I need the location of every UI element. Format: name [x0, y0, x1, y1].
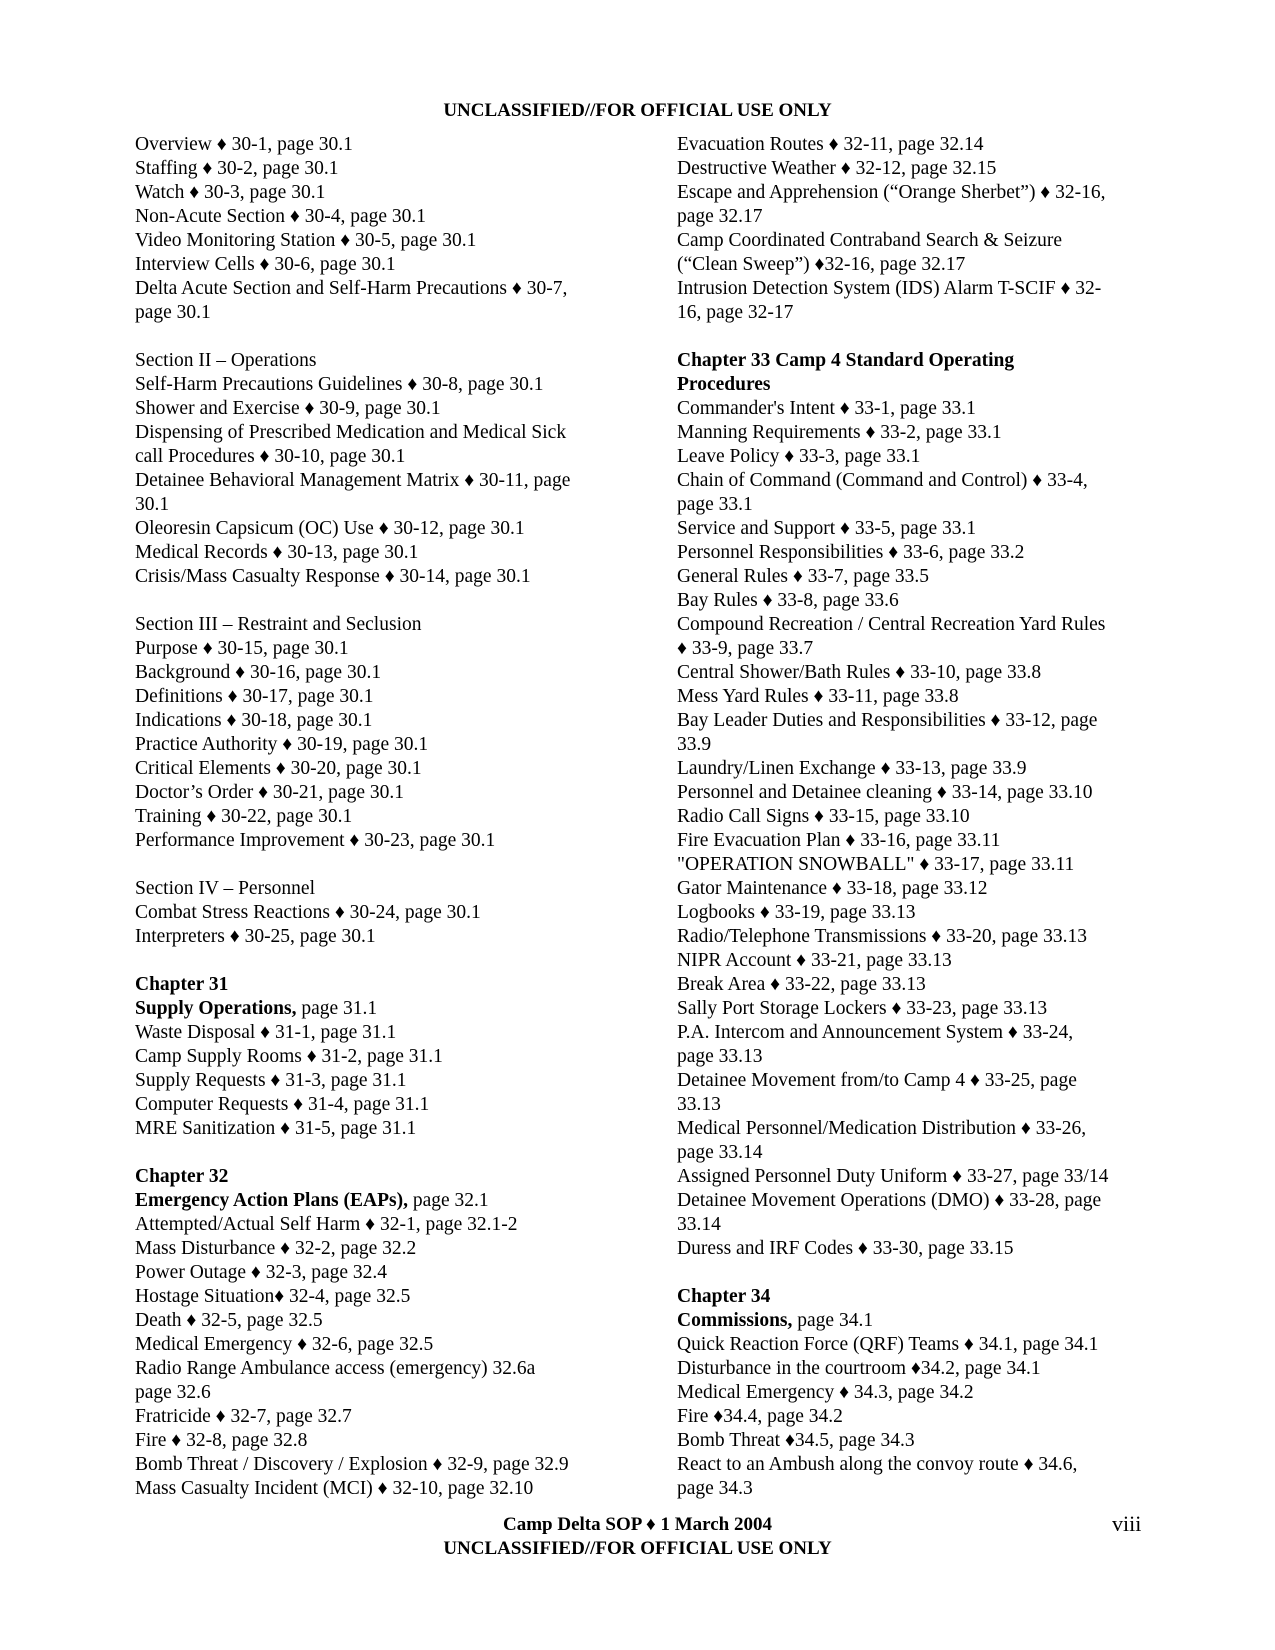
toc-entry: Bay Rules ♦ 33-8, page 33.6: [677, 590, 899, 611]
toc-entry: Radio Range Ambulance access (emergency) 32.6a: [135, 1358, 536, 1379]
toc-entry: Medical Emergency ♦ 34.3, page 34.2: [677, 1382, 974, 1403]
toc-entry: Staffing ♦ 30-2, page 30.1: [135, 158, 339, 179]
toc-entry: Medical Records ♦ 30-13, page 30.1: [135, 542, 419, 563]
toc-entry: Fire ♦ 32-8, page 32.8: [135, 1430, 308, 1451]
toc-entry: Dispensing of Prescribed Medication and Medical Sick: [135, 422, 567, 443]
toc-entry: Training ♦ 30-22, page 30.1: [135, 806, 353, 827]
footer-classification: UNCLASSIFIED//FOR OFFICIAL USE ONLY: [443, 1538, 832, 1559]
toc-entry: (“Clean Sweep”) ♦32-16, page 32.17: [677, 254, 966, 275]
toc-heading-title: Emergency Action Plans (EAPs),: [135, 1190, 408, 1211]
blank-line: [677, 325, 1157, 349]
toc-entry: Oleoresin Capsicum (OC) Use ♦ 30-12, page 30.1: [135, 518, 525, 539]
toc-left-column: [135, 133, 625, 1501]
toc-entry: React to an Ambush along the convoy route ♦ 34.6,: [677, 1454, 1078, 1475]
toc-entry: Practice Authority ♦ 30-19, page 30.1: [135, 734, 429, 755]
toc-entry: Central Shower/Bath Rules ♦ 33-10, page 33.8: [677, 662, 1042, 683]
chapter-heading: Procedures: [677, 374, 771, 395]
toc-entry: Break Area ♦ 33-22, page 33.13: [677, 974, 926, 995]
toc-entry: Definitions ♦ 30-17, page 30.1: [135, 686, 374, 707]
toc-entry: Bomb Threat ♦34.5, page 34.3: [677, 1430, 915, 1451]
toc-entry: Disturbance in the courtroom ♦34.2, page 34.1: [677, 1358, 1041, 1379]
toc-entry: page 32.17: [677, 206, 763, 227]
toc-entry: Leave Policy ♦ 33-3, page 33.1: [677, 446, 921, 467]
toc-entry: Supply Requests ♦ 31-3, page 31.1: [135, 1070, 407, 1091]
toc-entry: Gator Maintenance ♦ 33-18, page 33.12: [677, 878, 988, 899]
toc-entry: Waste Disposal ♦ 31-1, page 31.1: [135, 1022, 397, 1043]
toc-entry: Bay Leader Duties and Responsibilities ♦ 33-12, page: [677, 710, 1098, 731]
toc-entry: Interpreters ♦ 30-25, page 30.1: [135, 926, 376, 947]
toc-entry: Mass Casualty Incident (MCI) ♦ 32-10, page 32.10: [135, 1478, 534, 1499]
toc-entry: Performance Improvement ♦ 30-23, page 30.1: [135, 830, 496, 851]
toc-entry: NIPR Account ♦ 33-21, page 33.13: [677, 950, 952, 971]
blank-line: [135, 325, 625, 349]
toc-entry: Personnel and Detainee cleaning ♦ 33-14, page 33.10: [677, 782, 1093, 803]
toc-entry: 16, page 32-17: [677, 302, 794, 323]
toc-entry: page 34.3: [677, 1478, 753, 1499]
toc-entry: Doctor’s Order ♦ 30-21, page 30.1: [135, 782, 404, 803]
toc-entry: Intrusion Detection System (IDS) Alarm T-SCIF ♦ 32-: [677, 278, 1102, 299]
toc-entry: 33.9: [677, 734, 712, 755]
toc-entry: Fratricide ♦ 32-7, page 32.7: [135, 1406, 352, 1427]
toc-entry: Death ♦ 32-5, page 32.5: [135, 1310, 323, 1331]
toc-entry: MRE Sanitization ♦ 31-5, page 31.1: [135, 1118, 417, 1139]
toc-entry: page 33.1: [677, 494, 753, 515]
toc-entry: Radio Call Signs ♦ 33-15, page 33.10: [677, 806, 970, 827]
blank-line: [135, 853, 625, 877]
toc-entry: Manning Requirements ♦ 33-2, page 33.1: [677, 422, 1002, 443]
toc-entry: ♦ 33-9, page 33.7: [677, 638, 814, 659]
toc-heading-line: [135, 1189, 625, 1213]
toc-entry: Section III – Restraint and Seclusion: [135, 614, 422, 635]
toc-entry: Mass Disturbance ♦ 32-2, page 32.2: [135, 1238, 417, 1259]
toc-entry: Commander's Intent ♦ 33-1, page 33.1: [677, 398, 976, 419]
toc-entry: 30.1: [135, 494, 170, 515]
toc-entry: Overview ♦ 30-1, page 30.1: [135, 134, 353, 155]
toc-entry: Attempted/Actual Self Harm ♦ 32-1, page 32.1-2: [135, 1214, 518, 1235]
footer-title: Camp Delta SOP ♦ 1 March 2004: [503, 1514, 772, 1535]
toc-entry: Non-Acute Section ♦ 30-4, page 30.1: [135, 206, 427, 227]
toc-entry: Combat Stress Reactions ♦ 30-24, page 30.1: [135, 902, 481, 923]
toc-entry: 33.13: [677, 1094, 721, 1115]
toc-entry: Indications ♦ 30-18, page 30.1: [135, 710, 373, 731]
toc-right-column: [677, 133, 1157, 1501]
toc-entry: Escape and Apprehension (“Orange Sherbet”) ♦ 32-16,: [677, 182, 1106, 203]
toc-entry: "OPERATION SNOWBALL" ♦ 33-17, page 33.11: [677, 854, 1075, 875]
toc-entry: Destructive Weather ♦ 32-12, page 32.15: [677, 158, 997, 179]
toc-entry: Personnel Responsibilities ♦ 33-6, page 33.2: [677, 542, 1025, 563]
toc-heading-page: page 34.1: [792, 1310, 874, 1331]
blank-line: [135, 589, 625, 613]
toc-entry: Duress and IRF Codes ♦ 33-30, page 33.15: [677, 1238, 1014, 1259]
toc-entry: General Rules ♦ 33-7, page 33.5: [677, 566, 930, 587]
toc-entry: Chain of Command (Command and Control) ♦ 33-4,: [677, 470, 1088, 491]
toc-entry: Computer Requests ♦ 31-4, page 31.1: [135, 1094, 430, 1115]
toc-entry: Watch ♦ 30-3, page 30.1: [135, 182, 326, 203]
toc-entry: Assigned Personnel Duty Uniform ♦ 33-27, page 33/14: [677, 1166, 1109, 1187]
blank-line: [677, 1261, 1157, 1285]
toc-entry: page 33.14: [677, 1142, 763, 1163]
toc-entry: Detainee Movement from/to Camp 4 ♦ 33-25, page: [677, 1070, 1077, 1091]
toc-heading-page: page 31.1: [296, 998, 378, 1019]
toc-entry: Crisis/Mass Casualty Response ♦ 30-14, page 30.1: [135, 566, 531, 587]
toc-entry: Detainee Behavioral Management Matrix ♦ 30-11, page: [135, 470, 571, 491]
toc-entry: Medical Personnel/Medication Distribution ♦ 33-26,: [677, 1118, 1087, 1139]
toc-entry: Purpose ♦ 30-15, page 30.1: [135, 638, 349, 659]
toc-entry: Compound Recreation / Central Recreation Yard Rules: [677, 614, 1106, 635]
toc-entry: Background ♦ 30-16, page 30.1: [135, 662, 382, 683]
chapter-heading: Chapter 31: [135, 974, 229, 995]
toc-heading-line: [135, 997, 625, 1021]
toc-entry: page 33.13: [677, 1046, 763, 1067]
toc-entry: Medical Emergency ♦ 32-6, page 32.5: [135, 1334, 434, 1355]
toc-heading-title: Commissions,: [677, 1310, 793, 1331]
chapter-heading: Chapter 33 Camp 4 Standard Operating: [677, 350, 1015, 371]
toc-entry: Mess Yard Rules ♦ 33-11, page 33.8: [677, 686, 959, 707]
blank-line: [135, 1141, 625, 1165]
toc-entry: Fire Evacuation Plan ♦ 33-16, page 33.11: [677, 830, 1001, 851]
toc-entry: P.A. Intercom and Announcement System ♦ 33-24,: [677, 1022, 1074, 1043]
toc-entry: Video Monitoring Station ♦ 30-5, page 30.1: [135, 230, 477, 251]
toc-entry: 33.14: [677, 1214, 721, 1235]
chapter-heading: Chapter 32: [135, 1166, 229, 1187]
toc-entry: Laundry/Linen Exchange ♦ 33-13, page 33.9: [677, 758, 1027, 779]
toc-entry: Section II – Operations: [135, 350, 317, 371]
chapter-heading: Chapter 34: [677, 1286, 771, 1307]
toc-entry: Section IV – Personnel: [135, 878, 315, 899]
toc-entry: Detainee Movement Operations (DMO) ♦ 33-28, page: [677, 1190, 1102, 1211]
toc-entry: Self-Harm Precautions Guidelines ♦ 30-8, page 30.1: [135, 374, 544, 395]
toc-entry: Shower and Exercise ♦ 30-9, page 30.1: [135, 398, 441, 419]
toc-entry: Delta Acute Section and Self-Harm Precautions ♦ 30-7,: [135, 278, 568, 299]
toc-entry: Bomb Threat / Discovery / Explosion ♦ 32-9, page 32.9: [135, 1454, 569, 1475]
blank-line: [135, 949, 625, 973]
toc-entry: Radio/Telephone Transmissions ♦ 33-20, page 33.13: [677, 926, 1087, 947]
toc-entry: Power Outage ♦ 32-3, page 32.4: [135, 1262, 388, 1283]
toc-entry: Camp Coordinated Contraband Search & Seizure: [677, 230, 1063, 251]
toc-entry: page 32.6: [135, 1382, 211, 1403]
toc-entry: Camp Supply Rooms ♦ 31-2, page 31.1: [135, 1046, 443, 1067]
toc-entry: Interview Cells ♦ 30-6, page 30.1: [135, 254, 396, 275]
toc-entry: Logbooks ♦ 33-19, page 33.13: [677, 902, 916, 923]
toc-entry: Evacuation Routes ♦ 32-11, page 32.14: [677, 134, 984, 155]
toc-entry: Sally Port Storage Lockers ♦ 33-23, page 33.13: [677, 998, 1048, 1019]
toc-entry: Hostage Situation♦ 32-4, page 32.5: [135, 1286, 411, 1307]
toc-entry: Fire ♦34.4, page 34.2: [677, 1406, 843, 1427]
toc-entry: call Procedures ♦ 30-10, page 30.1: [135, 446, 406, 467]
toc-entry: page 30.1: [135, 302, 211, 323]
toc-entry: Quick Reaction Force (QRF) Teams ♦ 34.1, page 34.1: [677, 1334, 1099, 1355]
toc-entry: Critical Elements ♦ 30-20, page 30.1: [135, 758, 422, 779]
toc-heading-title: Supply Operations,: [135, 998, 297, 1019]
header-classification: UNCLASSIFIED//FOR OFFICIAL USE ONLY: [443, 100, 832, 121]
toc-heading-line: [677, 1309, 1157, 1333]
toc-heading-page: page 32.1: [407, 1190, 489, 1211]
page-number: viii: [1112, 1511, 1142, 1536]
toc-entry: Service and Support ♦ 33-5, page 33.1: [677, 518, 977, 539]
